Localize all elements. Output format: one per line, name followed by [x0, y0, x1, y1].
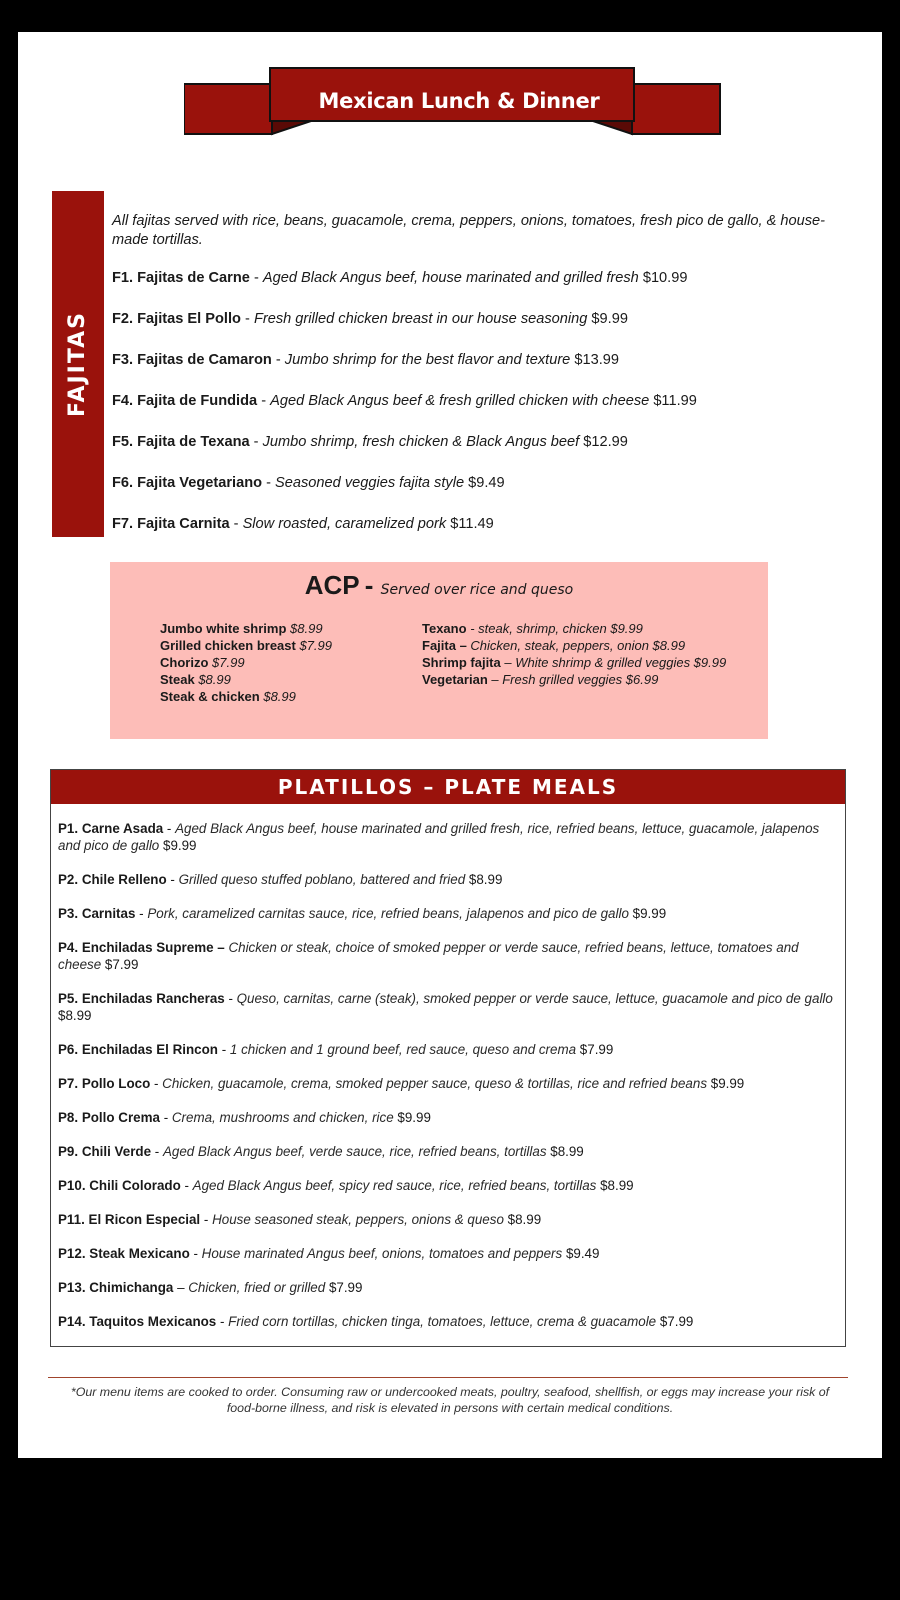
platillo-item: [58, 1279, 837, 1296]
platillo-item: [58, 1075, 837, 1092]
platillo-item: [58, 871, 837, 888]
acp-item: [160, 637, 332, 654]
acp-item: [422, 671, 726, 688]
platillo-desc: Fried corn tortillas, chicken tinga, tomatoes, lettuce, crema & guacamole: [228, 1314, 657, 1329]
acp-item-detail: – Fresh grilled veggies $6.99: [491, 672, 659, 687]
fajita-item: F2. Fajitas El Pollo - Fresh grilled chicken breast in our house seasoning $9.99: [112, 311, 628, 327]
fajita-price: $9.49: [468, 475, 505, 491]
platillo-name: P11. El Ricon Especial: [58, 1212, 201, 1227]
platillo-name: P6. Enchiladas El Rincon: [58, 1042, 218, 1057]
fajita-name: F1. Fajitas de Carne: [112, 270, 250, 286]
fajita-name: F6. Fajita Vegetariano: [112, 475, 263, 491]
platillo-sep: -: [218, 1042, 230, 1057]
platillo-price: $7.99: [579, 1042, 614, 1057]
acp-item-name: Vegetarian: [422, 672, 488, 687]
platillo-name: P5. Enchiladas Rancheras: [58, 991, 225, 1006]
platillo-desc: Chicken or steak, choice of smoked pepper or verde sauce, refried beans, lettuce, tomatoes and cheese: [58, 940, 799, 972]
fajita-item: F5. Fajita de Texana - Jumbo shrimp, fresh chicken & Black Angus beef $12.99: [112, 434, 628, 450]
platillo-sep: -: [224, 991, 237, 1006]
acp-box: [110, 562, 768, 739]
fajita-desc: Seasoned veggies fajita style: [275, 475, 465, 491]
acp-right-column: [422, 620, 726, 688]
acp-item-name: Steak & chicken: [160, 689, 260, 704]
platillo-name: P9. Chili Verde: [58, 1144, 152, 1159]
platillo-name: P14. Taquitos Mexicanos: [58, 1314, 217, 1329]
platillo-price: $8.99: [507, 1212, 542, 1227]
platillo-price: $8.99: [600, 1178, 634, 1193]
fajita-price: $10.99: [642, 270, 688, 286]
fajitas-label: FAJITAS: [65, 310, 90, 418]
platillos-section: [50, 769, 846, 1347]
platillo-item: [58, 1109, 837, 1126]
acp-item-name: Chorizo: [160, 655, 209, 670]
platillo-sep: -: [151, 1144, 163, 1159]
acp-item-detail: $8.99: [290, 621, 323, 636]
acp-item-name: Grilled chicken breast: [160, 638, 296, 653]
acp-item-name: Steak: [160, 672, 195, 687]
platillo-desc: Chicken, fried or grilled: [188, 1280, 326, 1295]
fajita-price: $13.99: [574, 352, 619, 368]
acp-item-detail: $7.99: [212, 655, 245, 670]
platillo-name: P12. Steak Mexicano: [58, 1246, 190, 1261]
fajita-name: F3. Fajitas de Camaron: [112, 352, 272, 368]
platillo-desc: Aged Black Angus beef, verde sauce, rice, refried beans, tortillas: [162, 1144, 547, 1159]
acp-item: [160, 671, 332, 688]
platillos-list: [51, 804, 845, 1330]
acp-item: [422, 654, 726, 671]
platillo-price: $9.99: [632, 906, 667, 921]
platillo-item: [58, 1211, 837, 1228]
platillo-item: [58, 905, 837, 922]
platillo-item: [58, 1143, 837, 1160]
platillo-sep: -: [216, 1314, 229, 1329]
platillo-name: P2. Chile Relleno: [58, 872, 167, 887]
acp-item-name: Shrimp fajita: [422, 655, 501, 670]
acp-heading: ACP - Served over rice and queso: [304, 570, 574, 600]
platillo-price: $7.99: [659, 1314, 694, 1329]
platillo-item: [58, 1245, 837, 1262]
platillo-desc: House marinated Angus beef, onions, tomatoes and peppers: [201, 1246, 563, 1261]
platillo-desc: Grilled queso stuffed poblano, battered and fried: [178, 872, 466, 887]
fajita-name: F2. Fajitas El Pollo: [112, 311, 241, 327]
platillos-heading: PLATILLOS – PLATE MEALS: [51, 770, 845, 804]
acp-left-column: [160, 620, 332, 705]
fajita-desc: Jumbo shrimp for the best flavor and texture: [284, 352, 571, 368]
fajita-desc: Jumbo shrimp, fresh chicken & Black Angus beef: [262, 434, 580, 450]
fajitas-intro: All fajitas served with rice, beans, guacamole, crema, peppers, onions, tomatoes, fresh pico de gallo, & house-made tortillas.: [112, 213, 826, 248]
platillo-desc: Aged Black Angus beef, house marinated and grilled fresh, rice, refried beans, lettuce, guacamole, jalapenos and pico de gallo: [58, 821, 820, 853]
acp-item-detail: $8.99: [198, 672, 231, 687]
platillo-desc: Pork, caramelized carnitas sauce, rice, refried beans, jalapenos and pico de gallo: [147, 906, 629, 921]
platillo-item: [58, 820, 837, 854]
platillo-item: [58, 939, 837, 973]
fajita-desc: Aged Black Angus beef, house marinated and grilled fresh: [262, 270, 639, 286]
fajita-item: F6. Fajita Vegetariano - Seasoned veggies fajita style $9.49: [112, 475, 505, 491]
acp-item: [160, 654, 332, 671]
fajita-price: $11.49: [450, 516, 494, 532]
acp-item-detail: Chicken, steak, peppers, onion $8.99: [470, 638, 686, 653]
platillo-price: $8.99: [58, 1008, 92, 1023]
platillo-price: $9.99: [710, 1076, 745, 1091]
platillo-sep: -: [200, 1212, 213, 1227]
platillo-name: P3. Carnitas: [58, 906, 136, 921]
fajita-desc: Slow roasted, caramelized pork: [242, 516, 447, 532]
platillo-item: [58, 990, 837, 1024]
fajita-item: F4. Fajita de Fundida - Aged Black Angus beef & fresh grilled chicken with cheese $11.99: [112, 393, 697, 409]
platillo-item: [58, 1041, 837, 1058]
acp-item: [160, 688, 332, 705]
fajita-item: F7. Fajita Carnita - Slow roasted, caramelized pork $11.49: [112, 516, 494, 532]
platillo-desc: Aged Black Angus beef, spicy red sauce, rice, refried beans, tortillas: [192, 1178, 597, 1193]
fajita-desc: Fresh grilled chicken breast in our house seasoning: [253, 311, 588, 327]
fajitas-list: [112, 212, 832, 556]
platillo-price: $8.99: [468, 872, 503, 887]
platillo-name: P8. Pollo Crema: [58, 1110, 160, 1125]
platillo-sep: -: [150, 1076, 163, 1091]
platillo-item: [58, 1313, 837, 1330]
platillo-name: P4. Enchiladas Supreme –: [58, 940, 225, 955]
platillo-desc: House seasoned steak, peppers, onions & queso: [212, 1212, 504, 1227]
platillo-price: $9.99: [397, 1110, 431, 1125]
fajita-price: $12.99: [583, 434, 628, 450]
platillo-item: [58, 1177, 837, 1194]
platillo-name: P13. Chimichanga: [58, 1280, 174, 1295]
menu-page: [18, 32, 882, 1458]
acp-item-detail: $8.99: [263, 689, 296, 704]
title-banner: [184, 67, 734, 139]
menu-title: Mexican Lunch & Dinner: [318, 89, 600, 113]
fajita-name: F5. Fajita de Texana: [112, 434, 250, 450]
platillo-desc: Crema, mushrooms and chicken, rice: [171, 1110, 394, 1125]
platillo-sep: -: [166, 872, 179, 887]
platillo-desc: Chicken, guacamole, crema, smoked pepper sauce, queso & tortillas, rice and refried beans: [162, 1076, 708, 1091]
platillo-name: P1. Carne Asada: [58, 821, 164, 836]
footnote: *Our menu items are cooked to order. Consuming raw or undercooked meats, poultry, seafood, shellfish, or eggs may increase your risk of food-borne illness, and risk is elevated in persons with certain medical conditions.: [70, 1385, 830, 1415]
acp-item-detail: – White shrimp & grilled veggies $9.99: [504, 655, 727, 670]
acp-item: [422, 637, 726, 654]
platillo-price: $7.99: [328, 1280, 363, 1295]
footer-divider: [48, 1377, 848, 1378]
platillo-sep: -: [135, 906, 148, 921]
acp-item-name: Fajita –: [422, 638, 467, 653]
acp-subtitle: Served over rice and queso: [380, 582, 574, 598]
platillo-price: $9.49: [565, 1246, 600, 1261]
platillo-sep: -: [159, 1110, 172, 1125]
platillo-sep: -: [163, 821, 176, 836]
fajita-price: $9.99: [591, 311, 628, 327]
acp-item: [422, 620, 726, 637]
platillo-name: P10. Chili Colorado: [58, 1178, 181, 1193]
fajita-item: F3. Fajitas de Camaron - Jumbo shrimp for the best flavor and texture $13.99: [112, 352, 619, 368]
platillo-sep: -: [180, 1178, 193, 1193]
platillo-desc: 1 chicken and 1 ground beef, red sauce, queso and crema: [229, 1042, 577, 1057]
fajita-price: $11.99: [653, 393, 697, 409]
acp-item: [160, 620, 332, 637]
platillo-desc: Queso, carnitas, carne (steak), smoked pepper or verde sauce, lettuce, guacamole and pico de gallo: [236, 991, 833, 1006]
platillo-price: $9.99: [163, 838, 197, 853]
acp-item-name: Jumbo white shrimp: [160, 621, 287, 636]
platillo-price: $8.99: [550, 1144, 584, 1159]
platillo-sep: –: [173, 1280, 189, 1295]
fajita-desc: Aged Black Angus beef & fresh grilled chicken with cheese: [270, 393, 650, 409]
platillo-name: P7. Pollo Loco: [58, 1076, 151, 1091]
acp-item-detail: - steak, shrimp, chicken $9.99: [470, 621, 643, 636]
acp-item-detail: $7.99: [299, 638, 333, 653]
platillo-price: $7.99: [104, 957, 139, 972]
fajita-name: F4. Fajita de Fundida: [112, 393, 258, 409]
fajita-item: F1. Fajitas de Carne - Aged Black Angus beef, house marinated and grilled fresh $10.99: [112, 270, 688, 286]
platillo-sep: -: [189, 1246, 202, 1261]
fajita-name: F7. Fajita Carnita: [112, 516, 230, 532]
acp-item-name: Texano: [422, 621, 467, 636]
acp-title: ACP: [304, 570, 360, 600]
